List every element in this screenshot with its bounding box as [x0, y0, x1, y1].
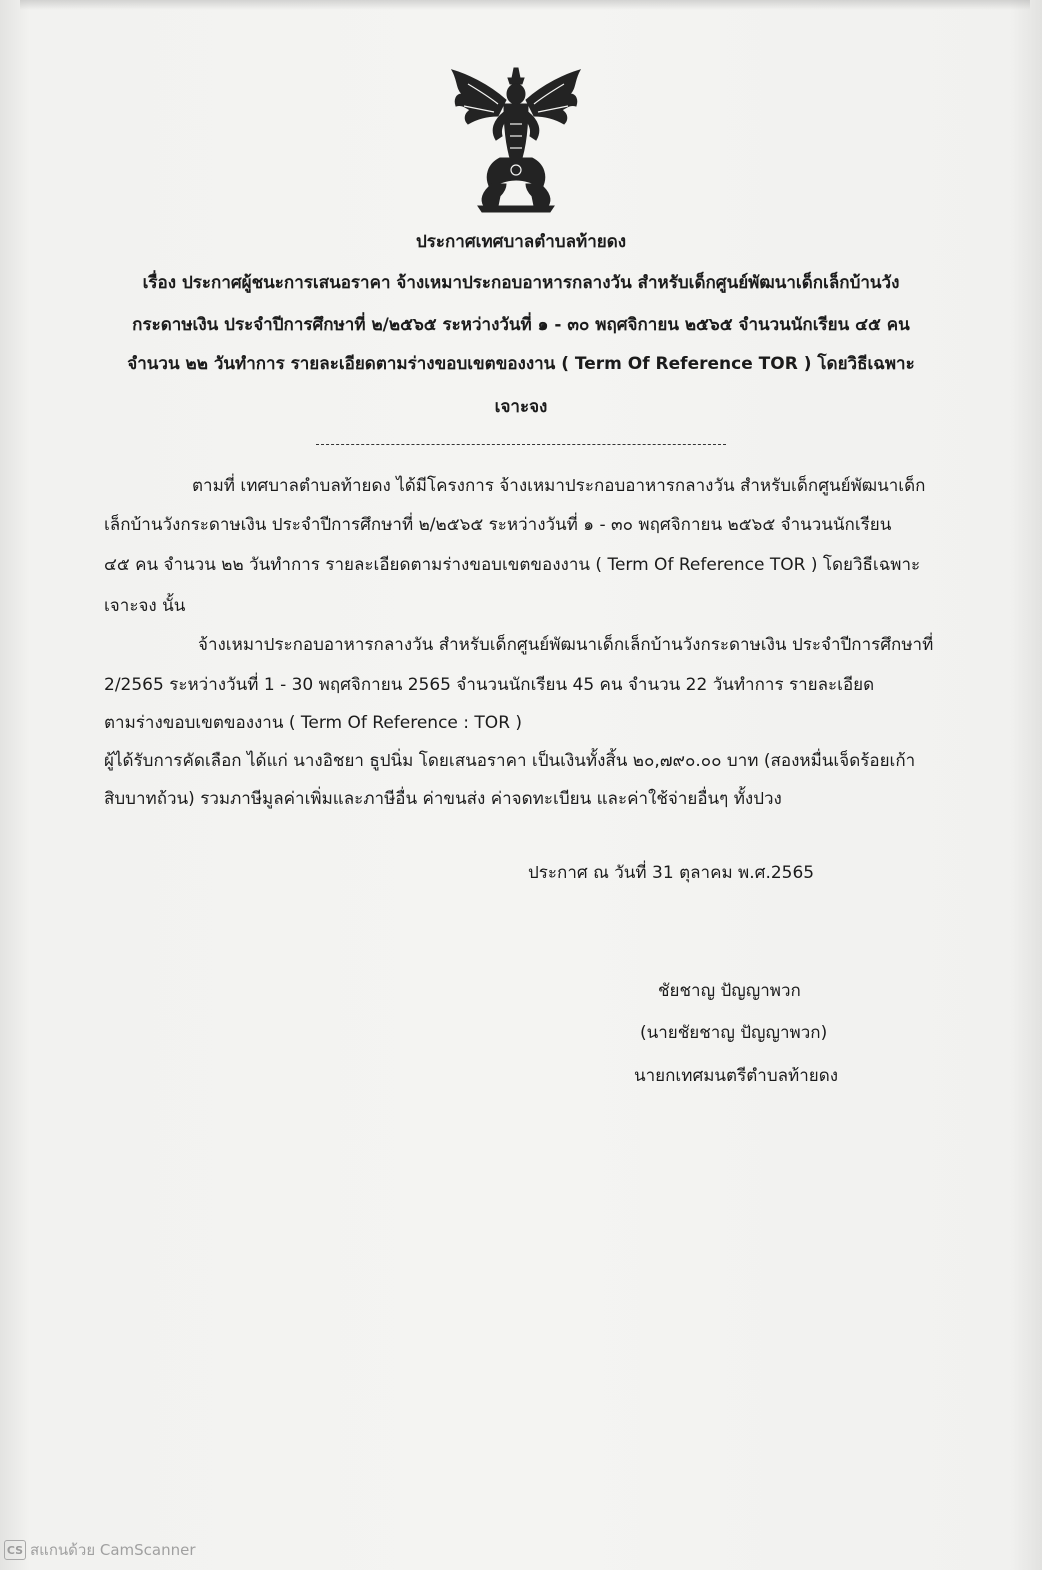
scan-edge-shadow — [20, 0, 1030, 10]
signatory-printed-name: (นายชัยชาญ ปัญญาพวก) — [640, 1023, 828, 1043]
paragraph1-line-4: เจาะจง นั้น — [104, 596, 186, 616]
camscanner-text: สแกนด้วย CamScanner — [30, 1541, 196, 1559]
paragraph2-line-3: ตามร่างขอบเขตของงาน ( Term Of Reference : TOR ) — [104, 713, 523, 733]
paragraph2-line-1: จ้างเหมาประกอบอาหารกลางวัน สำหรับเด็กศูนย์พัฒนาเด็กเล็กบ้านวังกระดาษเงิน ประจำปีการศึกษาที่ — [198, 635, 934, 655]
paragraph2-line-2: 2/2565 ระหว่างวันที่ 1 - 30 พฤศจิกายน 2565 จำนวนนักเรียน 45 คน จำนวน 22 วันทำการ รายละเอียด — [104, 675, 875, 695]
subject-line-1: เรื่อง ประกาศผู้ชนะการเสนอราคา จ้างเหมาประกอบอาหารกลางวัน สำหรับเด็กศูนย์พัฒนาเด็กเล็กบ้านวัง — [142, 273, 900, 293]
document-title: ประกาศเทศบาลตำบลท้ายดง — [415, 232, 627, 252]
camscanner-watermark — [4, 1538, 196, 1562]
paragraph1-line-1: ตามที่ เทศบาลตำบลท้ายดง ได้มีโครงการ จ้างเหมาประกอบอาหารกลางวัน สำหรับเด็กศูนย์พัฒนาเด็ก — [192, 476, 926, 496]
camscanner-logo-icon: CS — [4, 1540, 26, 1560]
subject-line-2: กระดาษเงิน ประจำปีการศึกษาที่ ๒/๒๕๖๕ ระหว่างวันที่ ๑ - ๓๐ พฤศจิกายน ๒๕๖๕ จำนวนนักเรียน ๔๕ คน — [132, 315, 910, 335]
paragraph3-line-1: ผู้ได้รับการคัดเลือก ได้แก่ นางอิชยา ธูปนิ่ม โดยเสนอราคา เป็นเงินทั้งสิ้น ๒๐,๗๙๐.๐๐ บาท (สองหมื่นเจ็ดร้อยเก้า — [104, 751, 916, 771]
paragraph3-line-2: สิบบาทถ้วน) รวมภาษีมูลค่าเพิ่มและภาษีอื่น ค่าขนส่ง ค่าจดทะเบียน และค่าใช้จ่ายอื่นๆ ทั้งปวง — [104, 789, 782, 809]
subject-line-4: เจาะจง — [494, 397, 548, 417]
signature-name: ชัยชาญ ปัญญาพวก — [658, 981, 801, 1001]
separator-line — [316, 444, 726, 445]
paragraph1-line-2: เล็กบ้านวังกระดาษเงิน ประจำปีการศึกษาที่ ๒/๒๕๖๕ ระหว่างวันที่ ๑ - ๓๐ พฤศจิกายน ๒๕๖๕ จำนวนนักเรียน — [104, 515, 892, 535]
paragraph1-line-3: ๔๕ คน จำนวน ๒๒ วันทำการ รายละเอียดตามร่างขอบเขตของงาน ( Term Of Reference TOR ) โดยวิธีเฉพาะ — [104, 555, 921, 575]
signatory-position: นายกเทศมนตรีตำบลท้ายดง — [634, 1066, 839, 1086]
announcement-date: ประกาศ ณ วันที่ 31 ตุลาคม พ.ศ.2565 — [528, 863, 815, 883]
garuda-emblem-icon — [448, 64, 584, 214]
subject-line-3: จำนวน ๒๒ วันทำการ รายละเอียดตามร่างขอบเขตของงาน ( Term Of Reference TOR ) โดยวิธีเฉพาะ — [127, 354, 915, 374]
